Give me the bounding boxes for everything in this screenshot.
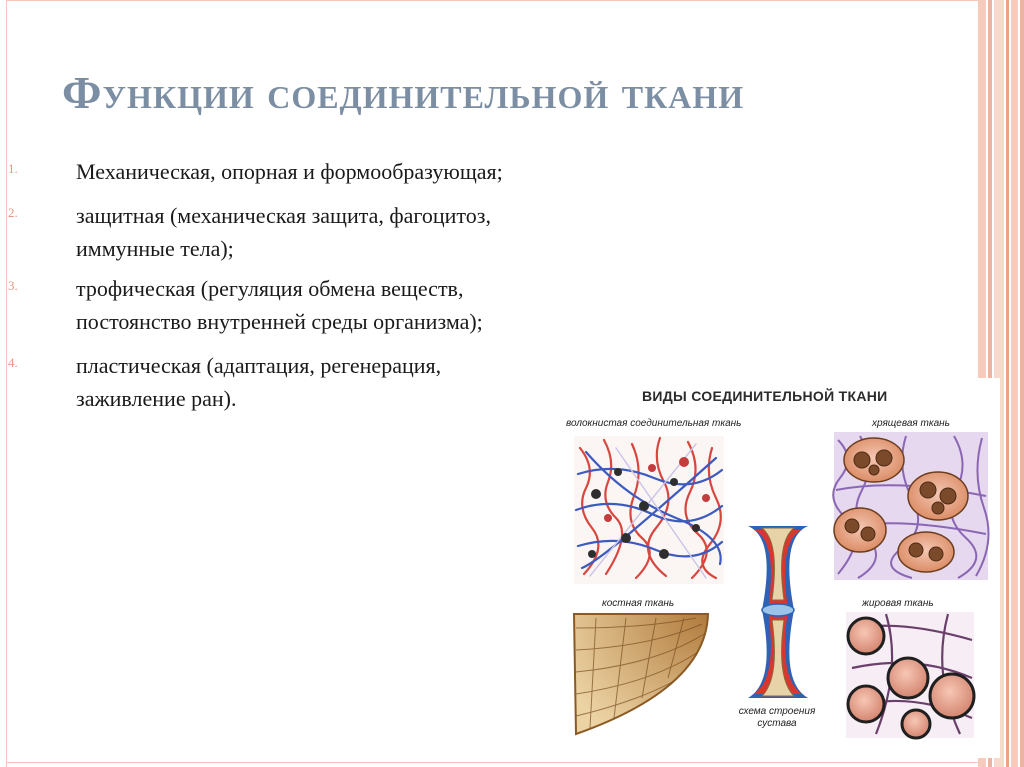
- label-joint-schema: [732, 706, 822, 730]
- slide-frame-left: [6, 0, 7, 767]
- stripe: [1011, 0, 1018, 767]
- label-fibrous-tissue: волокнистая соединительная ткань: [566, 418, 742, 429]
- list-line: защитная (механическая защита, фагоцитоз,: [76, 203, 491, 228]
- stripe: [1020, 0, 1024, 767]
- stripe: [1006, 0, 1009, 767]
- list-text: [76, 155, 656, 188]
- list-number: 3.: [8, 278, 18, 293]
- list-line: Механическая, опорная и формообразующая;: [76, 159, 503, 184]
- label-cartilage: хрящевая ткань: [872, 418, 950, 429]
- list-text: [76, 272, 656, 338]
- list-number: 2.: [8, 205, 18, 220]
- fibrous-tissue-panel: [574, 436, 724, 584]
- list-number: 4.: [8, 355, 18, 370]
- label-joint-line: сустава: [757, 718, 797, 729]
- label-adipose-tissue: жировая ткань: [862, 598, 934, 609]
- joint-schema: [748, 526, 808, 698]
- list-number: 1.: [8, 161, 18, 176]
- label-joint-line: схема строения: [738, 706, 816, 717]
- list-text: [76, 199, 656, 265]
- list-line: заживление ран).: [76, 386, 237, 411]
- slide-frame-bottom: [6, 762, 978, 763]
- figure-title: ВИДЫ СОЕДИНИТЕЛЬНОЙ ТКАНИ: [642, 388, 888, 404]
- cartilage-panel: [833, 432, 988, 580]
- tissue-illustration: [556, 378, 1000, 758]
- list-line: постоянство внутренней среды организма);: [76, 309, 483, 334]
- bone-panel: [574, 614, 708, 734]
- label-bone-tissue: костная ткань: [602, 598, 675, 609]
- slide-title: Функции соединительной ткани: [62, 67, 745, 118]
- adipose-panel: [846, 612, 974, 738]
- list-line: пластическая (адаптация, регенерация,: [76, 353, 442, 378]
- list-line: трофическая (регуляция обмена веществ,: [76, 276, 464, 301]
- slide-frame-top: [6, 0, 978, 1]
- list-line: иммунные тела);: [76, 236, 234, 261]
- connective-tissue-figure: [556, 378, 1000, 758]
